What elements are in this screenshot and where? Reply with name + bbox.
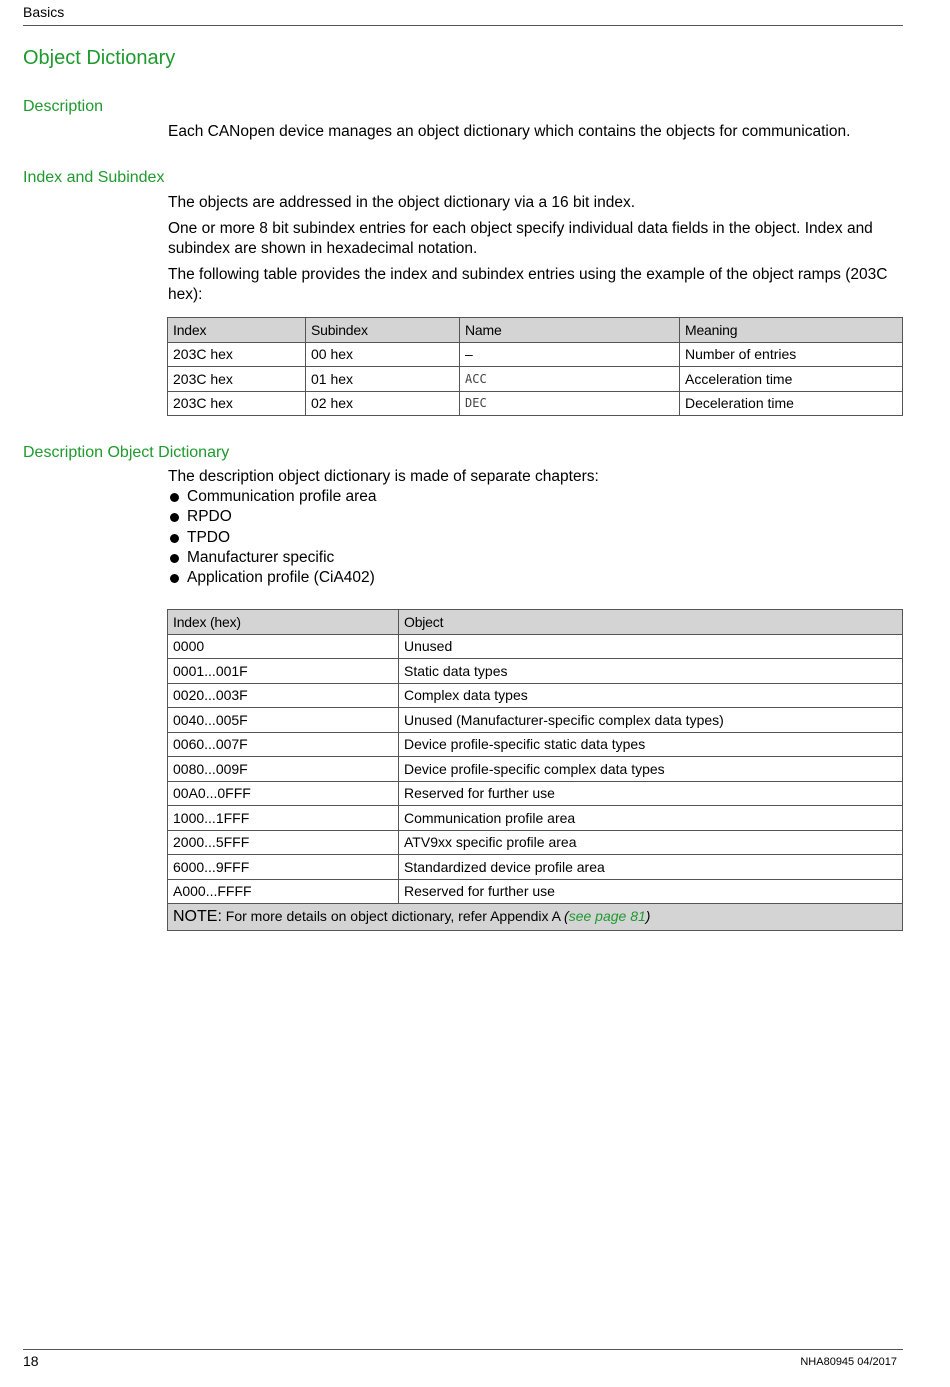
table-cell: A000...FFFF	[168, 879, 399, 904]
table-cell: 0020...003F	[168, 683, 399, 708]
table-row	[168, 806, 903, 831]
table-cell: 02 hex	[306, 391, 460, 416]
table-cell: Communication profile area	[399, 806, 903, 831]
document-reference: NHA80945 04/2017	[800, 1356, 897, 1368]
bullet-icon	[170, 513, 179, 522]
note-text: For more details on object dictionary, refer Appendix A	[225, 908, 565, 924]
table-cell: 203C hex	[168, 342, 306, 367]
table-cell: Device profile-specific complex data types	[399, 757, 903, 782]
running-header: Basics	[23, 4, 65, 20]
table-row	[168, 367, 903, 392]
index-subindex-text	[168, 193, 903, 311]
table-cell: 0060...007F	[168, 732, 399, 757]
table-row	[168, 830, 903, 855]
column-header-subindex: Subindex	[306, 318, 460, 343]
column-header-object: Object	[399, 610, 903, 635]
footer-rule	[23, 1349, 903, 1350]
header-rule	[23, 25, 903, 26]
table-cell: Reserved for further use	[399, 879, 903, 904]
table-cell: 00 hex	[306, 342, 460, 367]
table-cell: 0001...001F	[168, 659, 399, 684]
bullet-icon	[170, 574, 179, 583]
table-cell: Reserved for further use	[399, 781, 903, 806]
bullet-icon	[170, 534, 179, 543]
table-cell: Complex data types	[399, 683, 903, 708]
description-od-text	[168, 467, 903, 588]
table-cell: Standardized device profile area	[399, 855, 903, 880]
table-row	[168, 391, 903, 416]
list-item: TPDO	[168, 528, 903, 548]
table-cell: 203C hex	[168, 391, 306, 416]
page-title: Object Dictionary	[23, 47, 176, 69]
table-row	[168, 342, 903, 367]
note-paren-open: (	[564, 908, 569, 924]
list-item: Communication profile area	[168, 487, 903, 507]
column-header-name: Name	[460, 318, 680, 343]
table-cell: 203C hex	[168, 367, 306, 392]
table-header-row	[168, 610, 903, 635]
table-row	[168, 708, 903, 733]
bullet-icon	[170, 554, 179, 563]
note-label: NOTE:	[173, 908, 222, 925]
table-row	[168, 855, 903, 880]
list-item: RPDO	[168, 507, 903, 527]
description-text	[168, 122, 903, 148]
parameter-code: DEC	[460, 391, 680, 416]
table-row	[168, 781, 903, 806]
table-cell: 0080...009F	[168, 757, 399, 782]
bullet-icon	[170, 493, 179, 502]
table-row	[168, 683, 903, 708]
column-header-meaning: Meaning	[680, 318, 903, 343]
paragraph-1: The objects are addressed in the object dictionary via a 16 bit index.	[168, 194, 635, 211]
table-row	[168, 732, 903, 757]
object-dictionary-table	[167, 609, 903, 931]
table-cell: 0040...005F	[168, 708, 399, 733]
table-cell: Static data types	[399, 659, 903, 684]
note-cell	[168, 904, 903, 931]
table-cell: 01 hex	[306, 367, 460, 392]
table-cell: 00A0...0FFF	[168, 781, 399, 806]
table-cell: Unused	[399, 634, 903, 659]
table-cell: Acceleration time	[680, 367, 903, 392]
list-item: Manufacturer specific	[168, 548, 903, 568]
table-cell: Unused (Manufacturer-specific complex data types)	[399, 708, 903, 733]
table-cell: 0000	[168, 634, 399, 659]
table-cell: Device profile-specific static data types	[399, 732, 903, 757]
column-header-index-hex: Index (hex)	[168, 610, 399, 635]
column-header-index: Index	[168, 318, 306, 343]
table-cell: Deceleration time	[680, 391, 903, 416]
paragraph-3: The following table provides the index and subindex entries using the example of the object ramps (203C hex):	[168, 266, 888, 303]
table-cell: 6000...9FFF	[168, 855, 399, 880]
paragraph-2: One or more 8 bit subindex entries for each object specify individual data fields in the object. Index and subindex are shown in hexadecimal notation.	[168, 220, 873, 257]
table-row	[168, 659, 903, 684]
description-od-intro: The description object dictionary is made of separate chapters:	[168, 468, 599, 485]
table-row	[168, 634, 903, 659]
page-number: 18	[23, 1353, 39, 1369]
description-od-heading: Description Object Dictionary	[23, 444, 230, 461]
ramps-table	[167, 317, 903, 416]
note-row	[168, 904, 903, 931]
table-cell: ATV9xx specific profile area	[399, 830, 903, 855]
description-heading: Description	[23, 98, 104, 115]
see-page-link[interactable]: see page 81	[568, 908, 646, 924]
table-header-row	[168, 318, 903, 343]
table-row	[168, 757, 903, 782]
parameter-code: ACC	[460, 367, 680, 392]
table-cell: –	[460, 342, 680, 367]
description-paragraph: Each CANopen device manages an object dictionary which contains the objects for communication.	[168, 123, 851, 140]
list-item: Application profile (CiA402)	[168, 568, 903, 588]
table-row	[168, 879, 903, 904]
index-subindex-heading: Index and Subindex	[23, 169, 165, 186]
table-cell: 1000...1FFF	[168, 806, 399, 831]
table-cell: Number of entries	[680, 342, 903, 367]
note-paren-close: )	[645, 908, 651, 924]
chapter-list	[168, 487, 903, 588]
table-cell: 2000...5FFF	[168, 830, 399, 855]
